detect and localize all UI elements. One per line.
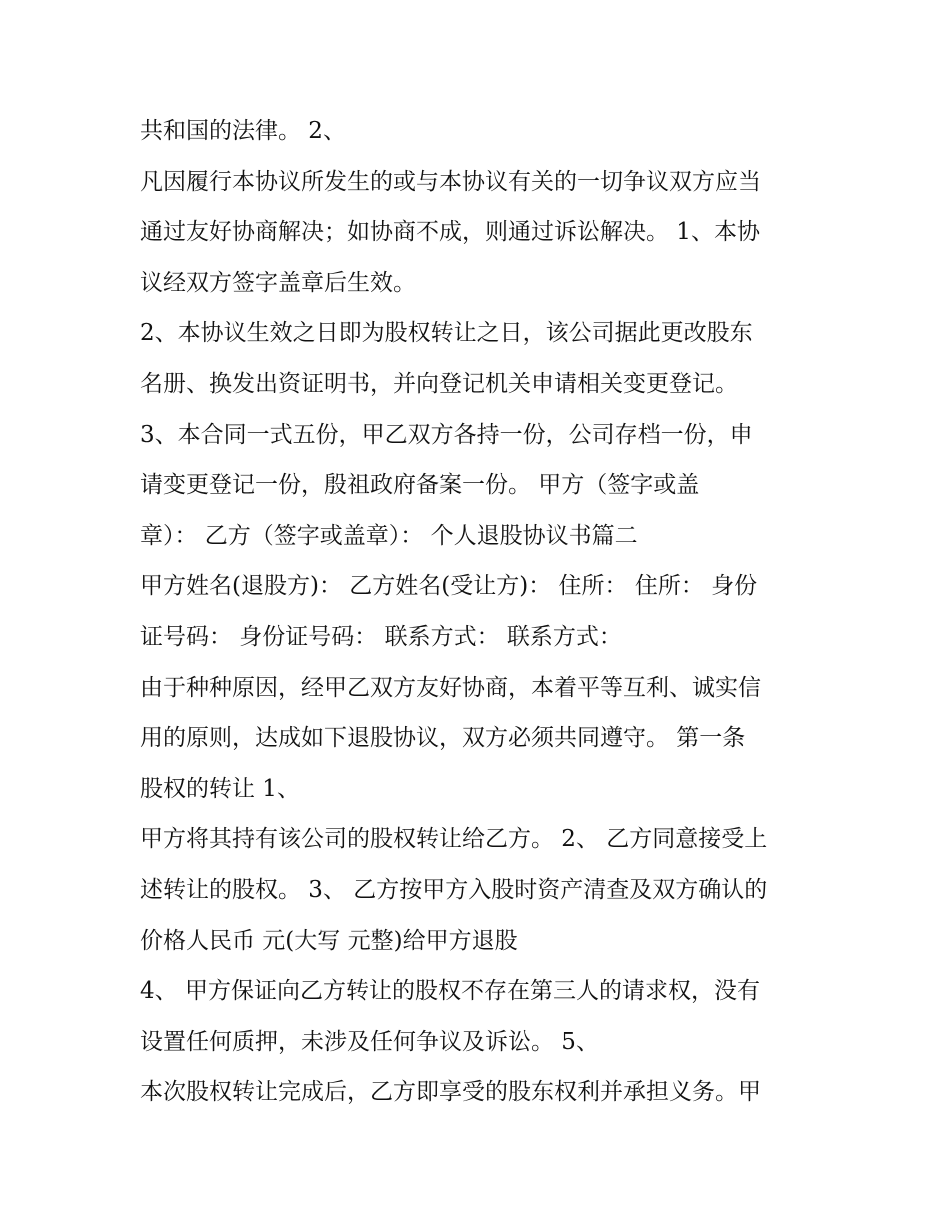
text-line-20: 本次股权转让完成后，乙方即享受的股东权利并承担义务。甲 [140,1079,761,1106]
text-line-15: 甲方将其持有该公司的股权转让给乙方。 2、 乙方同意接受上 [140,826,768,853]
text-line-12: 由于种种原因，经甲乙双方友好协商，本着平等互利、诚实信 [140,674,761,701]
text-line-16: 述转让的股权。 3、 乙方按甲方入股时资产清查及双方确认的 [140,876,768,903]
text-line-11: 证号码： 身份证号码： 联系方式： 联系方式： [140,623,622,650]
text-line-14: 股权的转让 1、 [140,775,300,802]
text-line-9: 章）： 乙方（签字或盖章）： 个人退股协议书篇二 [140,522,638,549]
text-line-2: 凡因履行本协议所发生的或与本协议有关的一切争议双方应当 [140,168,761,195]
text-line-18: 4、 甲方保证向乙方转让的股权不存在第三人的请求权，没有 [140,978,760,1005]
text-line-4: 议经双方签字盖章后生效。 [140,269,416,296]
document-body [140,106,830,1118]
text-line-6: 名册、换发出资证明书，并向登记机关申请相关变更登记。 [140,370,738,397]
text-line-7: 3、本合同一式五份，甲乙双方各持一份，公司存档一份，申 [140,421,753,448]
text-line-10: 甲方姓名(退股方)： 乙方姓名(受让方)： 住所： 住所： 身份 [140,573,758,600]
text-line-13: 用的原则，达成如下退股协议，双方必须共同遵守。 第一条 [140,725,746,752]
text-line-1: 共和国的法律。 2、 [140,118,346,144]
text-line-5: 2、本协议生效之日即为股权转让之日，该公司据此更改股东 [140,320,753,347]
text-line-8: 请变更登记一份，殷祖政府备案一份。 甲方（签字或盖 [140,472,700,499]
text-line-17: 价格人民币 元(大写 元整)给甲方退股 [140,927,518,954]
text-line-19: 设置任何质押，未涉及任何争议及诉讼。 5、 [140,1028,599,1055]
text-line-3: 通过友好协商解决；如协商不成，则通过诉讼解决。 1、本协 [140,219,760,246]
